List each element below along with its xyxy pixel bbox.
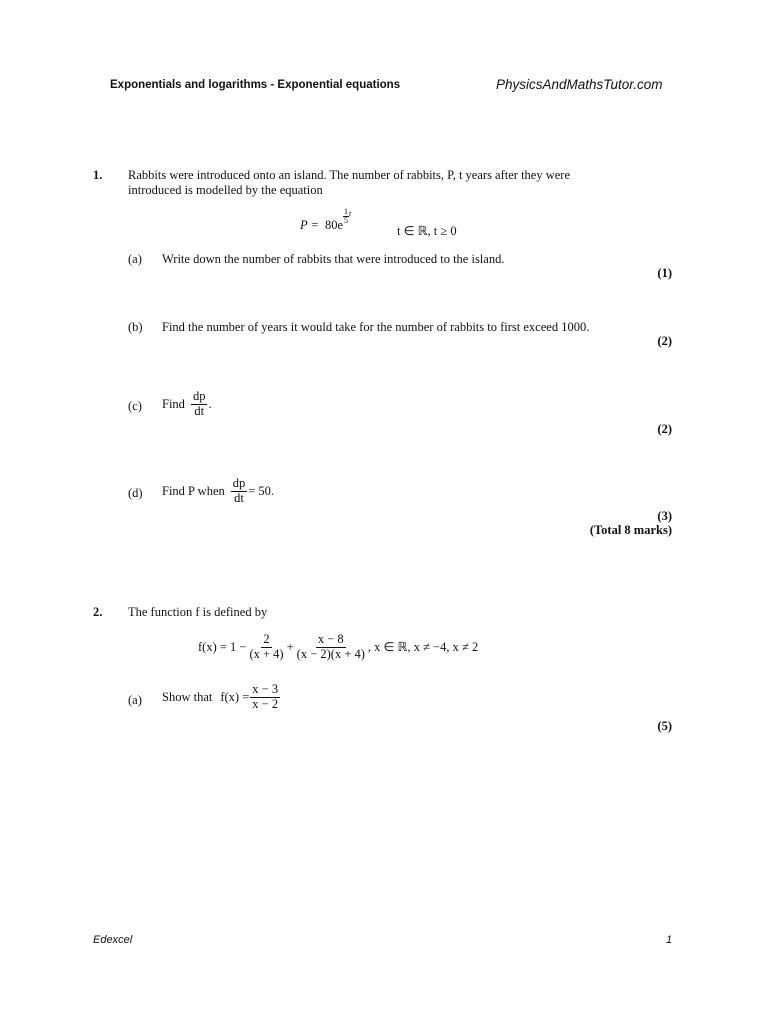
part-1a-label: (a) [128, 252, 142, 266]
question-1-intro-line1: Rabbits were introduced onto an island. The number of rabbits, P, t years after they were [128, 168, 571, 182]
exponent-variable: t [349, 209, 352, 218]
derivative-numerator: dp [192, 389, 206, 403]
question-1-equation [300, 207, 352, 234]
part-1c-find: Find [162, 396, 185, 411]
fraction-1-numerator: 2 [263, 632, 270, 646]
part-2a-label: (a) [128, 693, 142, 707]
fraction-1 [247, 633, 285, 662]
question-1-intro-line2: introduced is modelled by the equation [128, 183, 323, 197]
part-1d-marks: (3) [657, 509, 672, 523]
part-1c-label: (c) [128, 399, 142, 413]
part-2a-denominator: x − 2 [252, 696, 279, 711]
exponent-denominator: 5 [344, 216, 349, 225]
function-domain: , x ∈ ℝ, x ≠ −4, x ≠ 2 [367, 640, 479, 655]
fraction-2-numerator: x − 8 [317, 632, 344, 646]
part-2a-show-that: Show that [162, 689, 213, 704]
derivative-fraction [231, 477, 248, 506]
part-1c-period: . [208, 396, 212, 411]
fraction-1-denominator: (x + 4) [249, 646, 284, 661]
part-1a-text: Write down the number of rabbits that were introduced to the island. [162, 252, 505, 266]
question-1-total-marks: (Total 8 marks) [589, 523, 672, 537]
derivative-numerator: dp [232, 476, 246, 490]
part-1c-marks: (2) [657, 422, 672, 436]
part-1b-marks: (2) [657, 334, 672, 348]
part-1d-equals: = 50. [248, 483, 275, 498]
part-1a-marks: (1) [657, 266, 672, 280]
footer-board: Edexcel [93, 934, 133, 946]
derivative-fraction [191, 390, 208, 419]
derivative-denominator: dt [234, 490, 244, 505]
equation-lhs: P = [300, 218, 319, 232]
question-2-number: 2. [93, 605, 103, 619]
part-1c-text [162, 390, 212, 419]
question-2-intro: The function f is defined by [128, 605, 268, 619]
derivative-denominator: dt [194, 403, 205, 418]
part-1b-text: Find the number of years it would take for the number of rabbits to first exceed 1000. [162, 320, 590, 334]
page-number: 1 [666, 934, 673, 946]
exponent-numerator: 1 [344, 207, 349, 216]
function-definition [198, 633, 478, 662]
part-2a-marks: (5) [657, 719, 672, 733]
part-2a-numerator: x − 3 [252, 682, 279, 696]
function-lhs: f(x) = 1 − [198, 639, 247, 654]
part-1d-text [162, 477, 274, 506]
plus-sign: + [286, 639, 294, 654]
part-1d-find: Find P when [162, 483, 225, 498]
question-1-number: 1. [93, 168, 103, 182]
part-1b-label: (b) [128, 320, 143, 334]
part-2a-fraction [250, 683, 280, 712]
document-title: Exponentials and logarithms - Exponential equations [110, 79, 401, 91]
fraction-2 [295, 633, 367, 662]
part-1d-label: (d) [128, 486, 143, 500]
part-2a-lhs: f(x) = [220, 689, 250, 704]
fraction-2-denominator: (x − 2)(x + 4) [296, 646, 365, 661]
site-name: PhysicsAndMathsTutor.com [496, 77, 663, 92]
part-2a-text [162, 683, 281, 712]
question-1-domain: t ∈ ℝ, t ≥ 0 [397, 224, 457, 238]
equation-coefficient: 80e [324, 218, 344, 232]
